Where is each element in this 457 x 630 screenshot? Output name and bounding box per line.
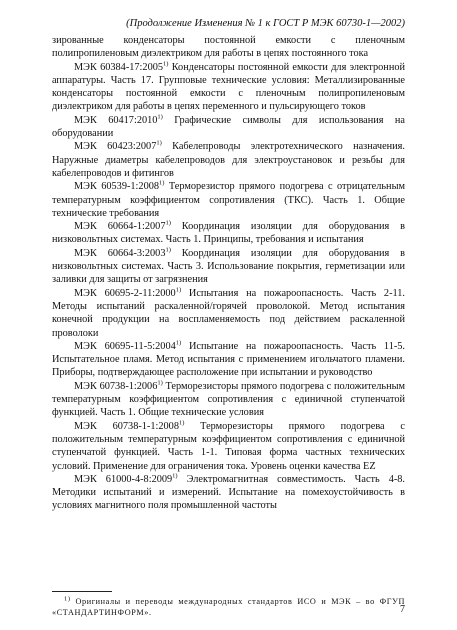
footnote-ref: 1) — [175, 286, 182, 294]
footnote-ref: 1) — [178, 419, 185, 427]
lead-paragraph: зированные конденсаторы постоянной емкости с пленочным полипропиленовым диэлектриком для работы в цепях постоянного тока — [52, 35, 405, 60]
standard-code: МЭК 60384-17:2005 — [74, 61, 164, 73]
page-number: 7 — [400, 604, 405, 615]
standard-title: Графические символы для использования на оборудовании — [52, 114, 405, 140]
standard-code: МЭК 60423:2007 — [74, 141, 157, 153]
reference-item — [52, 420, 405, 473]
standard-title: Кабелепроводы электротехнического назначения. Наружные диаметры кабелепроводов для электроустановок и резьбы для кабелепроводов и фитингов — [52, 141, 405, 179]
standard-title: Терморезисторы прямого подогрева с положительным температурным коэффициентом сопротивления с единичной ступенчатой функцией. Часть 1-1. Типовая форма частных технических условий. Применение для ограничения тока. Уровень оценки качества EZ — [52, 420, 405, 472]
standard-title: Конденсаторы постоянной емкости для электронной аппаратуры. Часть 17. Групповые технические условия: Металлизированные конденсаторы постоянной емкости с пленочным полипропиленовым диэлектриком для работы в цепях переменного и пульсирующего токов — [52, 61, 405, 113]
standard-code: МЭК 60417:2010 — [74, 114, 158, 126]
standard-title: Терморезистор прямого подогрева с отрицательным температурным коэффициентом сопротивления (ТКС). Часть 1. Общие технические требования — [52, 181, 405, 219]
standard-title: Координация изоляции для оборудования в низковольтных системах. Часть 1. Принципы, требования и испытания — [52, 221, 405, 246]
footnote-text: Оригиналы и переводы международных стандартов ИСО и МЭК – во ФГУП «СТАНДАРТИНФОРМ». — [52, 597, 405, 617]
standard-code: МЭК 60738-1-1:2008 — [74, 420, 179, 432]
footnote-ref: 1) — [159, 179, 165, 187]
footnote-ref: 1) — [172, 472, 178, 480]
footnote-ref: 1) — [165, 246, 171, 254]
standard-code: МЭК 60539-1:2008 — [74, 181, 160, 193]
footnote-marker: 1) — [64, 595, 71, 603]
footnote-ref: 1) — [165, 219, 171, 227]
standard-code: МЭК 60695-2-11:2000 — [74, 287, 176, 299]
standards-list — [52, 34, 405, 513]
reference-item — [52, 220, 405, 247]
standard-title: Терморезисторы прямого подогрева с положительным температурным коэффициентом сопротивления с единичной ступенчатой функцией. Часть 1. Общие технические условия — [52, 380, 406, 419]
footnote-ref: 1) — [157, 379, 163, 387]
footnote-ref: 1) — [157, 113, 163, 121]
footnote — [52, 596, 405, 618]
footnote-ref: 1) — [156, 139, 162, 147]
standard-code: МЭК 60664-3:2003 — [74, 247, 166, 259]
reference-item — [52, 180, 405, 220]
footnote-ref: 1) — [163, 60, 169, 68]
reference-item — [52, 61, 405, 114]
standard-code: МЭК 60664-1:2007 — [74, 221, 166, 233]
reference-items — [52, 61, 405, 513]
footnote-ref: 1) — [175, 339, 182, 347]
reference-item — [52, 247, 405, 287]
footnote-rule — [52, 591, 112, 592]
reference-item — [52, 287, 405, 340]
standard-title: Координация изоляции для оборудования в низковольтных системах. Часть 3. Использование покрытия, герметизации или заливки для защиты от загрязнения — [52, 247, 405, 286]
running-header: (Продолжение Изменения № 1 к ГОСТ Р МЭК 60730-1—2002) — [126, 18, 405, 29]
reference-item — [52, 380, 405, 420]
reference-item — [52, 140, 405, 180]
standard-code: МЭК 60738-1:2006 — [74, 380, 158, 392]
standard-code: МЭК 60695-11-5:2004 — [74, 340, 176, 352]
reference-item — [52, 473, 405, 513]
reference-item — [52, 340, 405, 380]
standard-title: Испытание на пожароопасность. Часть 11-5. Испытательное пламя. Метод испытания с применением игольчатого пламени. Приборы, подтверждающее расположение при испытании и руководство — [52, 340, 405, 379]
standard-title: Испытания на пожароопасность. Часть 2-11. Методы испытаний раскаленной/горячей проволокой. Метод испытания конечной продукции на воспламеняемость под действием раскаленной проволоки — [52, 287, 406, 339]
standard-code: МЭК 61000-4-8:2009 — [74, 473, 173, 485]
standard-title: Электромагнитная совместимость. Часть 4-8. Методики испытаний и измерений. Испытание на помехоустойчивость в условиях магнитного поля промышленной частоты — [52, 473, 405, 512]
reference-item — [52, 114, 405, 141]
